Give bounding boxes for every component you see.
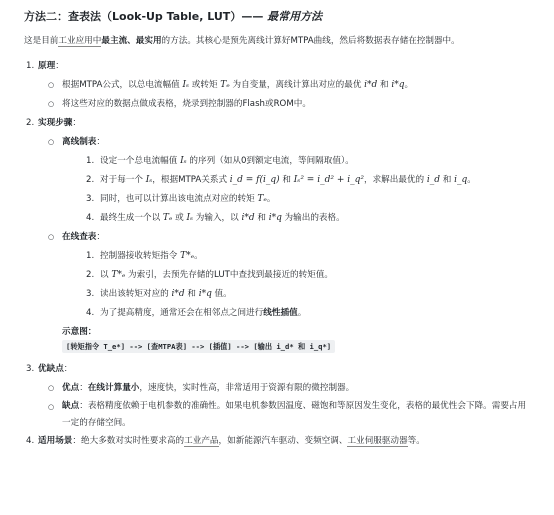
text: 。 [297,307,307,318]
math: Iₛ [180,155,187,166]
scenario-link-1[interactable]: 工业产品 [184,435,219,446]
text: 控制器接收转矩指令 [100,250,181,261]
bullet-icon: ○ [48,232,55,241]
text: 绝大多数对实时性要求高的 [81,435,185,446]
pros-cons-title: 优缺点 [38,363,64,374]
online-step-3 [62,285,528,304]
text: 为了提高精度，通常还会在相邻点之间进行 [100,307,264,318]
intro-bold: 最主流、最实用 [101,35,162,46]
demo-label: 示意图： [62,326,97,337]
math: i*q [391,79,405,90]
math: i*d [241,212,255,223]
text: 和 [254,212,269,223]
text: 最终生成一个以 [100,212,163,223]
text: 和 [377,79,392,90]
text: 或转矩 [189,79,221,90]
text: 值。 [211,288,232,299]
text: 或 [172,212,187,223]
text: 根据MTPA公式，以总电流幅值 [62,79,183,90]
bold-text: 线性插值 [263,307,298,318]
text: 等。 [407,435,425,446]
math: i*d [171,288,185,299]
step-number: 1. [86,155,95,166]
text: 同时，也可以计算出该电流点对应的转矩 [100,193,258,204]
list-number: 4. [26,435,35,446]
text: ，根据MTPA关系式 [152,174,230,185]
step-number: 4. [86,307,95,318]
offline-step-4 [62,209,528,228]
text: 以 [100,269,112,280]
offline-step-3 [62,190,528,209]
list-number: 3. [26,363,35,374]
text: 。 [467,174,476,185]
math: T*ₑ [111,269,126,280]
list-number: 2. [26,117,35,128]
online-step-1 [62,247,528,266]
text: 对于每一个 [100,174,146,185]
text: 为自变量，离线计算出对应的最优 [229,79,365,90]
bullet-icon: ○ [48,383,55,392]
heading-main: 方法二：查表法（Look-Up Table, LUT）—— [24,10,264,23]
text: 。 [404,79,414,90]
step-number: 3. [86,193,95,204]
main-list [24,57,528,451]
bullet-icon: ○ [48,402,55,411]
scenario-link-2[interactable]: 工业伺服驱动器 [347,435,408,446]
online-title: 在线查表 [62,231,97,242]
pro-label: 优点 [62,382,80,393]
pro-bullet: ○ 优点：在线计算量小，速度快，实时性高，非常适用于资源有限的微控制器。 [38,379,528,398]
offline-title: 离线制表 [62,136,97,147]
intro-text-2: 的方法。其核心是预先离线计算好MTPA曲线，然后将数据表存储在控制器中。 [161,35,460,46]
math: Iₛ [186,212,194,223]
math: Tₑ [220,79,230,90]
math: i*q [268,212,282,223]
offline-step-2 [62,171,528,190]
heading-emphasis: 最常用方法 [267,10,323,23]
item-title: 实现步骤： [38,117,81,128]
math: Tₑ [162,212,173,223]
step-number: 2. [86,174,95,185]
text: 将这些对应的数据点做成表格，烧录到控制器的Flash或ROM中。 [62,98,311,109]
math: Iₛ² = i_d² + i_q² [293,174,364,185]
scenarios-title: 适用场景 [38,435,73,446]
step-number: 3. [86,288,95,299]
text: 设定一个总电流幅值 [100,155,181,166]
bullet-icon: ○ [48,137,55,146]
text: 读出该转矩对应的 [100,288,172,299]
text: ，求解出最优的 [363,174,427,185]
online-step-2 [62,266,528,285]
math: i_d = f(i_q) [229,174,280,185]
principle-title: 原理 [38,60,56,71]
intro-link[interactable]: 工业应用中 [58,35,102,46]
offline-step-1 [62,152,528,171]
offline-steps [62,152,528,228]
text: 和 [279,174,294,185]
principle-sublist [38,76,528,114]
list-item-pros-cons [24,360,528,432]
intro-text: 这是目前 [24,35,59,46]
principle-bullet-1 [38,76,528,95]
text: ，如新能源汽车驱动、变频空调、 [218,435,348,446]
text: 为输入，以 [193,212,242,223]
math: Tₑ [257,193,267,204]
math: Iₛ [182,79,190,90]
math: i_d [426,174,440,185]
text: 。 [194,250,203,261]
math: T*ₑ [180,250,195,261]
pros-cons-sublist [38,379,528,432]
section-heading [24,10,528,24]
steps-title: 实现步骤 [38,117,73,128]
pro-bold: 在线计算量小 [87,382,140,393]
bullet-icon: ○ [48,99,55,108]
text: 和 [184,288,199,299]
text: 为索引，去预先存储的LUT中查找到最接近的转矩值。 [125,269,334,280]
item-title: 优缺点： [38,363,73,374]
steps-sublist [38,133,528,323]
math: i*q [198,288,212,299]
demo-code-block [62,342,528,360]
list-item-scenarios: 4. 适用场景：绝大多数对实时性要求高的工业产品，如新能源汽车驱动、变频空调、工业伺服驱动器等。 [24,432,528,451]
item-title: 原理： [38,60,64,71]
math: i*d [364,79,378,90]
intro-paragraph [24,34,528,49]
con-bullet: ○ 缺点：表格精度依赖于电机参数的准确性。如果电机参数因温度、磁饱和等原因发生变化，表格的最优性会下降。需要占用一定的存储空间。 [38,398,528,432]
text: 表格精度依赖于电机参数的准确性。如果电机参数因温度、磁饱和等原因发生变化，表格的最优性会下降。需要占用一定的存储空间。 [62,400,527,428]
online-steps [62,247,528,323]
step-number: 4. [86,212,95,223]
list-item-principle [24,57,528,114]
text: 的序列（如从0到额定电流，等间隔取值）。 [186,155,354,166]
math: i_q [454,174,468,185]
offline-section: ○ 离线制表： 1. 设定一个总电流幅值 Iₛ 的序列（如从0到额定电流，等间隔取值）。 2. 对于每一个 Iₛ，根据MTPA关系式 i_d = f(i_q) 和 Iₛ² = i_d² + i_q²，求解出最优的 i_d 和 i_q。 3. 同时，也可以计算出该电流点对应的转矩 Tₑ。 4. 最终生成一个以 Tₑ 或 Iₛ 为输入，以 i*d 和 i*q 为输出的表格。 [38,133,528,228]
text: ，速度快，实时性高，非常适用于资源有限的微控制器。 [139,382,355,393]
math: Iₛ [145,174,153,185]
list-number: 1. [26,60,35,71]
step-number: 1. [86,250,95,261]
bullet-icon: ○ [48,80,55,89]
principle-bullet-2 [38,95,528,114]
text: 为输出的表格。 [281,212,345,223]
step-number: 2. [86,269,95,280]
online-step-4 [62,304,528,323]
text: 和 [440,174,455,185]
text: 。 [266,193,276,204]
con-label: 缺点 [62,400,80,411]
list-item-steps [24,114,528,360]
online-section: ○ 在线查表： 1. 控制器接收转矩指令 T*ₑ。 2. 以 T*ₑ 为索引，去预先存储的LUT中查找到最接近的转矩值。 3. 读出该转矩对应的 i*d 和 i*q 值。 4. 为了提高精度，通常还会在相邻点之间进行线性插值。 [38,228,528,323]
demo-code: [转矩指令 T_e*] --> [查MTPA表] --> [插值] --> [输出 i_d* 和 i_q*] [62,340,335,353]
